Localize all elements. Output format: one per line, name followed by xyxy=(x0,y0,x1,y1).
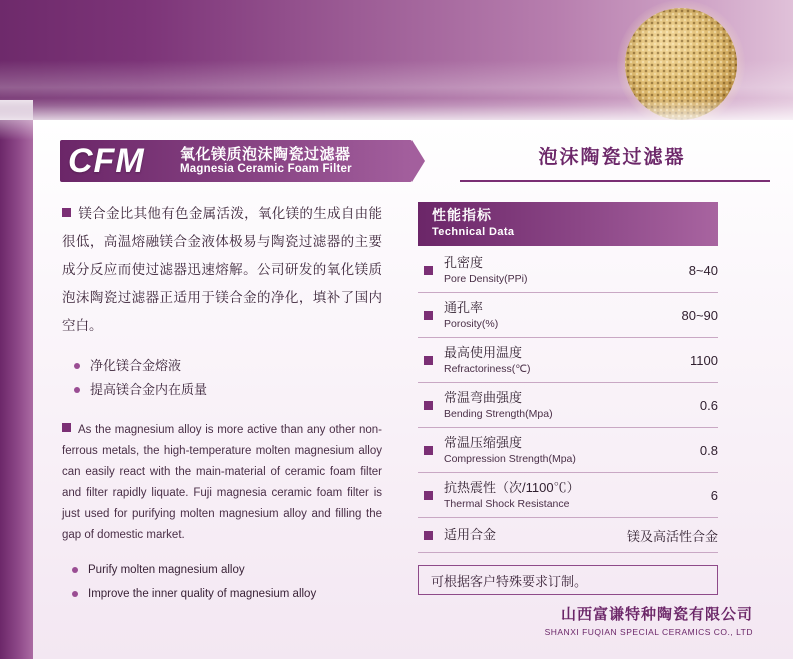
spec-table-header xyxy=(418,202,718,246)
table-row xyxy=(418,428,718,473)
spec-table xyxy=(418,248,718,553)
table-row xyxy=(418,473,718,518)
row-marker xyxy=(418,518,444,553)
section-title: 泡沫陶瓷过滤器 xyxy=(538,147,686,168)
list-item: Purify molten magnesium alloy xyxy=(72,558,382,582)
row-label-en: Porosity(%) xyxy=(444,318,499,330)
row-value: 1100 xyxy=(624,338,718,383)
row-value: 80~90 xyxy=(624,293,718,338)
list-item: Improve the inner quality of magnesium alloy xyxy=(72,582,382,606)
spec-table-block xyxy=(418,202,718,595)
row-value: 0.6 xyxy=(624,383,718,428)
product-title-en: Magnesia Ceramic Foam Filter xyxy=(180,163,352,175)
list-item: 提高镁合金内在质量 xyxy=(74,378,382,402)
square-bullet-icon xyxy=(62,423,71,432)
row-marker xyxy=(418,383,444,428)
row-label-cn: 通孔率 xyxy=(444,300,484,315)
description-cn-text: 镁合金比其他有色金属活泼，氧化镁的生成自由能很低，高温熔融镁合金液体极易与陶瓷过滤器的主要成分反应而使过滤器迅速熔解。公司研发的氧化镁质泡沫陶瓷过滤器正适用于镁合金的净化，填补了国内空白。 xyxy=(62,206,382,333)
row-marker xyxy=(418,248,444,293)
row-value: 8~40 xyxy=(624,248,718,293)
company-name-en: SHANXI FUQIAN SPECIAL CERAMICS CO., LTD xyxy=(544,627,753,637)
row-label xyxy=(444,428,624,473)
row-label-en: Thermal Shock Resistance xyxy=(444,498,570,510)
table-row xyxy=(418,293,718,338)
row-marker xyxy=(418,338,444,383)
row-marker xyxy=(418,473,444,518)
company-name-cn: 山西富谦特种陶瓷有限公司 xyxy=(560,606,753,623)
description-cn-paragraph xyxy=(62,200,382,340)
table-row xyxy=(418,248,718,293)
row-label-en: Bending Strength(Mpa) xyxy=(444,408,553,420)
row-label xyxy=(444,338,624,383)
row-label-cn: 孔密度 xyxy=(444,255,484,270)
square-bullet-icon xyxy=(424,311,433,320)
title-underline xyxy=(460,180,770,182)
row-label-cn: 常温压缩强度 xyxy=(444,435,523,450)
row-label-cn: 适用合金 xyxy=(444,527,497,542)
square-bullet-icon xyxy=(424,491,433,500)
benefits-en-list xyxy=(72,558,382,606)
company-footer xyxy=(545,603,753,637)
square-bullet-icon xyxy=(424,266,433,275)
benefits-cn-list xyxy=(74,354,382,402)
table-row xyxy=(418,518,718,553)
row-label-en: Pore Density(PPi) xyxy=(444,273,528,285)
row-value: 6 xyxy=(624,473,718,518)
title-block xyxy=(60,140,760,186)
row-label xyxy=(444,383,624,428)
square-bullet-icon xyxy=(424,356,433,365)
description-en-paragraph xyxy=(62,420,382,546)
square-bullet-icon xyxy=(424,531,433,540)
spec-table-header-cn: 性能指标 xyxy=(432,207,492,223)
left-text-column xyxy=(62,200,382,606)
left-side-bar-fade xyxy=(0,100,33,140)
row-label-cn: 最高使用温度 xyxy=(444,345,523,360)
product-title-cn: 氧化镁质泡沫陶瓷过滤器 xyxy=(180,146,351,163)
row-label-en: Compression Strength(Mpa) xyxy=(444,453,576,465)
row-label xyxy=(444,293,624,338)
left-side-bar xyxy=(0,120,33,659)
spec-table-header-en: Technical Data xyxy=(432,226,515,238)
description-en-text: As the magnesium alloy is more active than any other non-ferrous metals, the high-temperature molten magnesium alloy can easily react with the main-material of ceramic foam filter and filter rapidly liquate. Fuji magnesia ceramic foam filter is just used for purifying molten magnesium alloy and filling the gap of domestic market. xyxy=(62,424,382,541)
row-marker xyxy=(418,428,444,473)
logo-text: CFM xyxy=(68,142,145,180)
row-value: 镁及高活性合金 xyxy=(624,518,718,553)
custom-order-note: 可根据客户特殊要求订制。 xyxy=(418,565,718,595)
list-item: 净化镁合金熔液 xyxy=(74,354,382,378)
row-marker xyxy=(418,293,444,338)
square-bullet-icon xyxy=(424,401,433,410)
table-row xyxy=(418,338,718,383)
table-row xyxy=(418,383,718,428)
row-label xyxy=(444,473,624,518)
square-bullet-icon xyxy=(424,446,433,455)
row-value: 0.8 xyxy=(624,428,718,473)
square-bullet-icon xyxy=(62,208,71,217)
row-label-cn: 抗热震性（次/1100℃） xyxy=(444,480,580,495)
row-label-en: Refractoriness(℃) xyxy=(444,363,531,375)
row-label-cn: 常温弯曲强度 xyxy=(444,390,523,405)
row-label xyxy=(444,248,624,293)
row-label xyxy=(444,518,624,553)
